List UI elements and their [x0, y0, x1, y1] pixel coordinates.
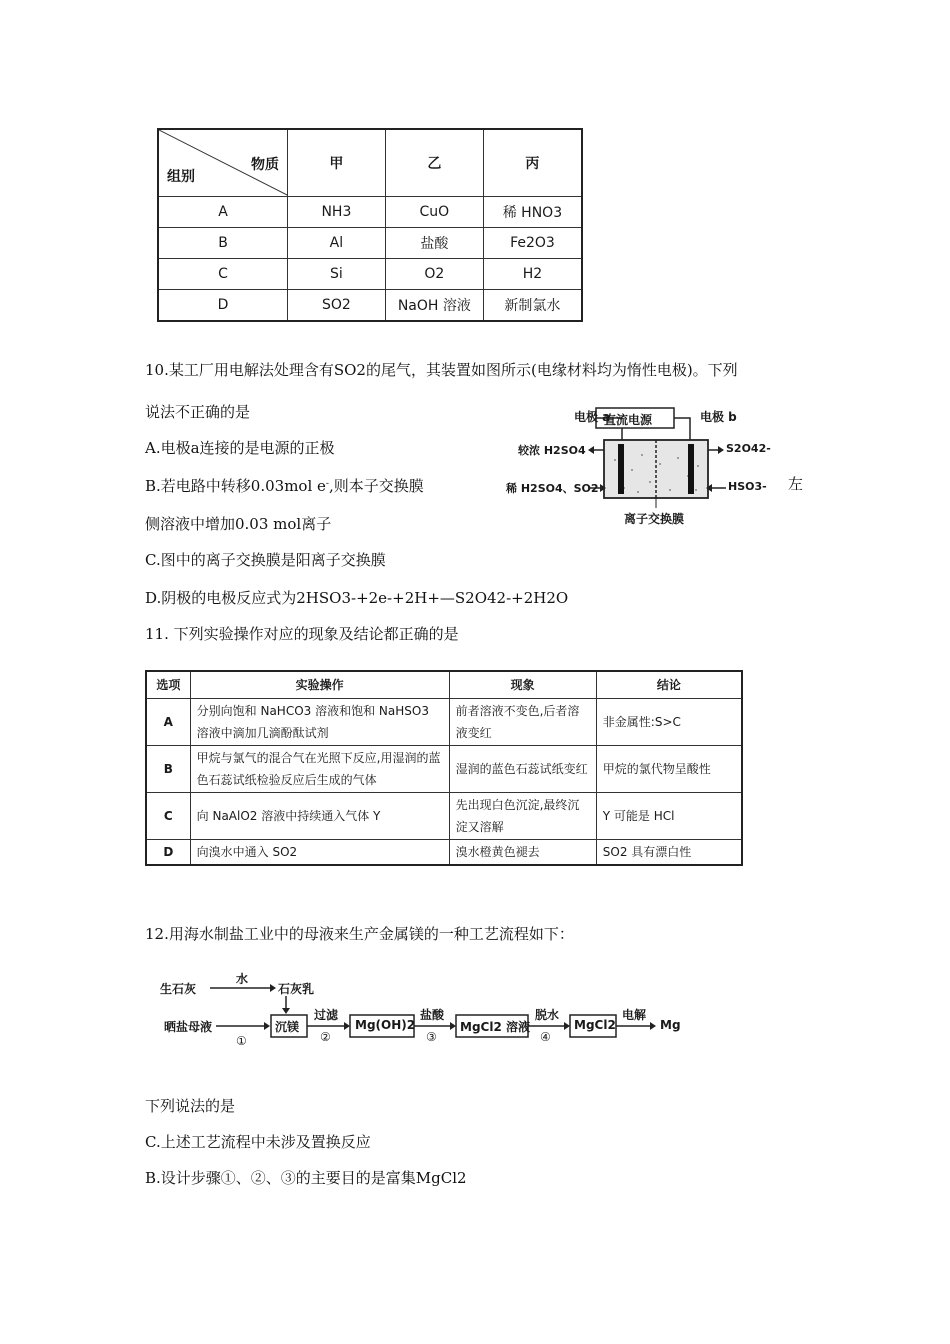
q10-option-c: C.图中的离子交换膜是阳离子交换膜	[145, 551, 386, 569]
q12-option-c: C.上述工艺流程中未涉及置换反应	[145, 1133, 371, 1151]
phenomenon-cell: 前者溶液不变色,后者溶液变红	[449, 699, 596, 746]
option-cell: A	[146, 699, 190, 746]
option-cell: B	[146, 746, 190, 793]
group-cell: A	[158, 197, 287, 228]
bing-cell: 稀 HNO3	[483, 197, 582, 228]
q10-option-b-line2: 侧溶液中增加0.03 mol离子	[145, 515, 332, 533]
lime-milk-label: 石灰乳	[278, 982, 315, 996]
table-row	[146, 793, 742, 840]
mg-hydroxide-box: Mg(OH)2	[355, 1018, 416, 1032]
jia-cell: Si	[287, 259, 385, 290]
operation-cell: 甲烷与氯气的混合气在光照下反应,用湿润的蓝色石蕊试纸检验反应后生成的气体	[190, 746, 449, 793]
power-supply-label: 直流电源	[604, 413, 653, 427]
hcl-label: 盐酸	[420, 1008, 445, 1022]
water-label: 水	[236, 972, 249, 986]
header-bing: 丙	[483, 129, 582, 197]
experiment-table	[145, 670, 743, 866]
electron-superscript: -	[325, 479, 329, 489]
mgcl2-solution-box: MgCl2 溶液	[460, 1020, 530, 1034]
input-right-label: HSO3-	[728, 480, 767, 493]
table-row	[146, 699, 742, 746]
header-conclusion: 结论	[596, 671, 742, 699]
electrolysis-label: 电解	[622, 1008, 647, 1022]
q12-line2: 下列说法的是	[145, 1097, 236, 1115]
table-row	[158, 197, 582, 228]
bing-cell: 新制氯水	[483, 290, 582, 322]
phenomenon-cell: 湿润的蓝色石蕊试纸变红	[449, 746, 596, 793]
operation-cell: 向溴水中通入 SO2	[190, 840, 449, 866]
lime-label: 生石灰	[160, 982, 197, 996]
mother-liquor-label: 晒盐母液	[164, 1020, 213, 1034]
substance-table	[157, 128, 583, 322]
bing-cell: Fe2O3	[483, 228, 582, 259]
header-yi: 乙	[385, 129, 483, 197]
output-right-label: S2O42-	[726, 442, 771, 455]
jia-cell: NH3	[287, 197, 385, 228]
corner-header-cell	[158, 129, 287, 197]
group-cell: B	[158, 228, 287, 259]
yi-cell: NaOH 溶液	[385, 290, 483, 322]
table-row	[158, 259, 582, 290]
conclusion-cell: Y 可能是 HCl	[596, 793, 742, 840]
q10-option-d: D.阴极的电极反应式为2HSO3-+2e-+2H+—S2O42-+2H2O	[145, 589, 569, 607]
q10-option-b-part2: ,则本子交换膜	[328, 477, 424, 495]
phenomenon-cell: 溴水橙黄色褪去	[449, 840, 596, 866]
header-operation: 实验操作	[190, 671, 449, 699]
corner-label-substance: 物质	[250, 157, 279, 173]
header-phenomenon: 现象	[449, 671, 596, 699]
q10-option-a: A.电极a连接的是电源的正极	[145, 439, 335, 457]
step2-marker: ②	[320, 1030, 331, 1044]
q12-stem: 12.用海水制盐工业中的母液来生产金属镁的一种工艺流程如下：	[145, 925, 574, 943]
electrode-a-label: 电极 a	[574, 410, 611, 424]
q10-stem-line2: 说法不正确的是	[145, 403, 251, 421]
option-cell: D	[146, 840, 190, 866]
q10-option-b-part1: B.若电路中转移0.03mol e	[145, 477, 326, 495]
step1-marker: ①	[236, 1034, 247, 1048]
q10-stem-line1: 10.某工厂用电解法处理含有SO2的尾气，其装置如图所示(电缘材料均为惰性电极)。下列	[145, 361, 738, 379]
q10-option-b-right: 左	[788, 475, 804, 493]
header-option: 选项	[146, 671, 190, 699]
jia-cell: SO2	[287, 290, 385, 322]
header-jia: 甲	[287, 129, 385, 197]
conclusion-cell: SO2 具有漂白性	[596, 840, 742, 866]
yi-cell: CuO	[385, 197, 483, 228]
table-row	[146, 746, 742, 793]
yi-cell: 盐酸	[385, 228, 483, 259]
step3-marker: ③	[426, 1030, 437, 1044]
membrane-label: 离子交换膜	[624, 512, 685, 526]
table-row	[158, 228, 582, 259]
q11-stem: 11. 下列实验操作对应的现象及结论都正确的是	[145, 625, 459, 643]
filter-label: 过滤	[314, 1008, 339, 1022]
bing-cell: H2	[483, 259, 582, 290]
option-cell: C	[146, 793, 190, 840]
jia-cell: Al	[287, 228, 385, 259]
q10-option-b	[145, 474, 424, 496]
magnesium-product: Mg	[660, 1018, 681, 1032]
table-header-row	[146, 671, 742, 699]
table-row	[146, 840, 742, 866]
input-left-label: 稀 H2SO4、SO2	[506, 482, 599, 495]
step4-marker: ④	[540, 1030, 551, 1044]
precipitation-box: 沉镁	[275, 1020, 300, 1034]
table-header-row	[158, 129, 582, 197]
conclusion-cell: 甲烷的氯代物呈酸性	[596, 746, 742, 793]
corner-label-group: 组别	[167, 169, 195, 185]
mgcl2-box: MgCl2	[574, 1018, 616, 1032]
group-cell: D	[158, 290, 287, 322]
dehydration-label: 脱水	[535, 1008, 560, 1022]
process-flow-diagram	[160, 968, 700, 1050]
table-row	[158, 290, 582, 322]
q12-option-b: B.设计步骤①、②、③的主要目的是富集MgCl2	[145, 1169, 467, 1187]
output-left-label: 较浓 H2SO4	[518, 444, 586, 457]
yi-cell: O2	[385, 259, 483, 290]
group-cell: C	[158, 259, 287, 290]
phenomenon-cell: 先出现白色沉淀,最终沉淀又溶解	[449, 793, 596, 840]
operation-cell: 分别向饱和 NaHCO3 溶液和饱和 NaHSO3 溶液中滴加几滴酚酞试剂	[190, 699, 449, 746]
electrode-b-label: 电极 b	[700, 410, 737, 424]
conclusion-cell: 非金属性:S>C	[596, 699, 742, 746]
operation-cell: 向 NaAlO2 溶液中持续通入气体 Y	[190, 793, 449, 840]
electrolysis-diagram	[500, 400, 770, 528]
